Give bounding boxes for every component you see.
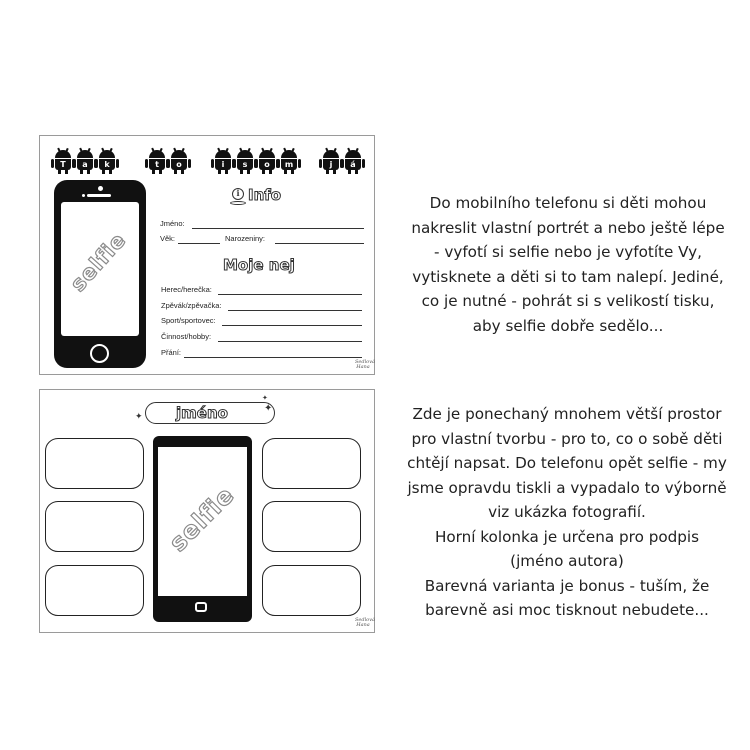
android-robot-icon — [320, 148, 342, 174]
name-label: jméno — [176, 404, 228, 422]
android-robot-icon — [52, 148, 74, 174]
robot-letter: o — [259, 159, 275, 170]
home-button-icon — [195, 602, 207, 612]
writing-box[interactable] — [262, 565, 361, 616]
info-title: Info — [248, 186, 282, 204]
robot-letter: i — [215, 159, 231, 170]
sparkle-icon: ✦ — [135, 412, 143, 422]
field-name-label: Jméno: — [160, 219, 185, 228]
writing-box[interactable] — [262, 501, 361, 552]
field-sport-line[interactable] — [222, 325, 362, 326]
description-line: Horní kolonka je určena pro podpis — [434, 527, 700, 546]
field-singer-line[interactable] — [228, 310, 362, 311]
android-robot-icon — [96, 148, 118, 174]
description-line: vytisknete a děti si to tam nalepí. Jediné, — [412, 267, 724, 286]
favorites-title: Moje nej — [223, 256, 295, 274]
info-location-icon: i — [232, 188, 244, 200]
field-actor-label: Herec/herečka: — [161, 285, 212, 294]
description-line: nakreslit vlastní portrét a nebo ještě lépe — [411, 218, 725, 237]
description-line: jsme opravdu tiskli a vypadalo to výborně — [407, 478, 727, 497]
robot-letter: j — [323, 159, 339, 170]
description-line: (jméno autora) — [510, 552, 624, 570]
android-robot-icon — [278, 148, 300, 174]
description-line: aby selfie dobře sedělo... — [472, 316, 664, 335]
android-robot-icon — [168, 148, 190, 174]
field-wish-line[interactable] — [184, 357, 362, 358]
field-age-label: Věk: — [160, 234, 176, 243]
robot-letter: a — [77, 159, 93, 170]
author-signature: Sedlová Hana — [355, 359, 375, 370]
field-sport-label: Sport/sportovec: — [161, 316, 216, 325]
robot-letter: m — [281, 159, 297, 170]
phone-screen — [61, 202, 139, 336]
robot-letter: s — [237, 159, 253, 170]
robot-letter: T — [55, 159, 71, 170]
android-robot-icon — [212, 148, 234, 174]
phone-icon — [153, 436, 252, 622]
description-second-card — [386, 402, 748, 623]
android-robot-icon — [234, 148, 256, 174]
field-age-line[interactable] — [178, 243, 220, 244]
android-robot-icon — [74, 148, 96, 174]
field-name-line[interactable] — [192, 228, 364, 229]
description-line: pro vlastní tvorbu - pro to, co o sobě děti — [411, 429, 723, 448]
robot-letter: k — [99, 159, 115, 170]
description-line: Do mobilního telefonu si děti mohou — [429, 194, 707, 212]
field-wish-label: Přání: — [161, 348, 182, 357]
description-line: Barevná varianta je bonus - tuším, že — [424, 576, 710, 595]
selfie-label: selfie — [163, 480, 240, 558]
sparkle-icon: ✦ — [262, 394, 268, 402]
home-button-icon — [90, 344, 109, 363]
field-birthday-line[interactable] — [275, 243, 364, 244]
writing-box[interactable] — [45, 565, 144, 616]
description-first-card — [389, 191, 747, 338]
description-line: viz ukázka fotografií. — [488, 503, 646, 521]
field-hobby-label: Činnost/hobby: — [161, 332, 212, 341]
robot-title-row — [52, 148, 364, 174]
selfie-label: selfie — [65, 227, 131, 297]
description-line: Zde je ponechaný mnohem větší prostor — [412, 405, 722, 423]
phone-screen — [158, 447, 247, 596]
writing-box[interactable] — [45, 438, 144, 489]
author-signature: Sedlová Hana — [355, 617, 375, 628]
field-hobby-line[interactable] — [218, 341, 362, 342]
robot-letter: á — [345, 159, 361, 170]
writing-box[interactable] — [45, 501, 144, 552]
robot-letter: t — [149, 159, 165, 170]
writing-box[interactable] — [262, 438, 361, 489]
description-line: barevně asi moc tisknout nebudete... — [425, 601, 709, 619]
sparkle-icon: ✦ — [264, 403, 273, 414]
worksheet-card-info — [39, 135, 375, 375]
robot-letter: o — [171, 159, 187, 170]
android-robot-icon — [342, 148, 364, 174]
name-box[interactable] — [145, 402, 275, 424]
android-robot-icon — [256, 148, 278, 174]
field-actor-line[interactable] — [218, 294, 362, 295]
field-singer-label: Zpěvák/zpěvačka: — [161, 301, 222, 310]
android-robot-icon — [146, 148, 168, 174]
worksheet-card-boxes — [39, 389, 375, 633]
description-line: co je nutné - pohrát si s velikostí tisku, — [421, 292, 715, 310]
description-line: chtějí napsat. Do telefonu opět selfie - my — [407, 454, 727, 472]
description-line: - vyfotí si selfie nebo je vyfotíte Vy, — [434, 243, 702, 261]
field-birthday-label: Narozeniny: — [225, 234, 266, 243]
phone-icon — [54, 180, 146, 368]
